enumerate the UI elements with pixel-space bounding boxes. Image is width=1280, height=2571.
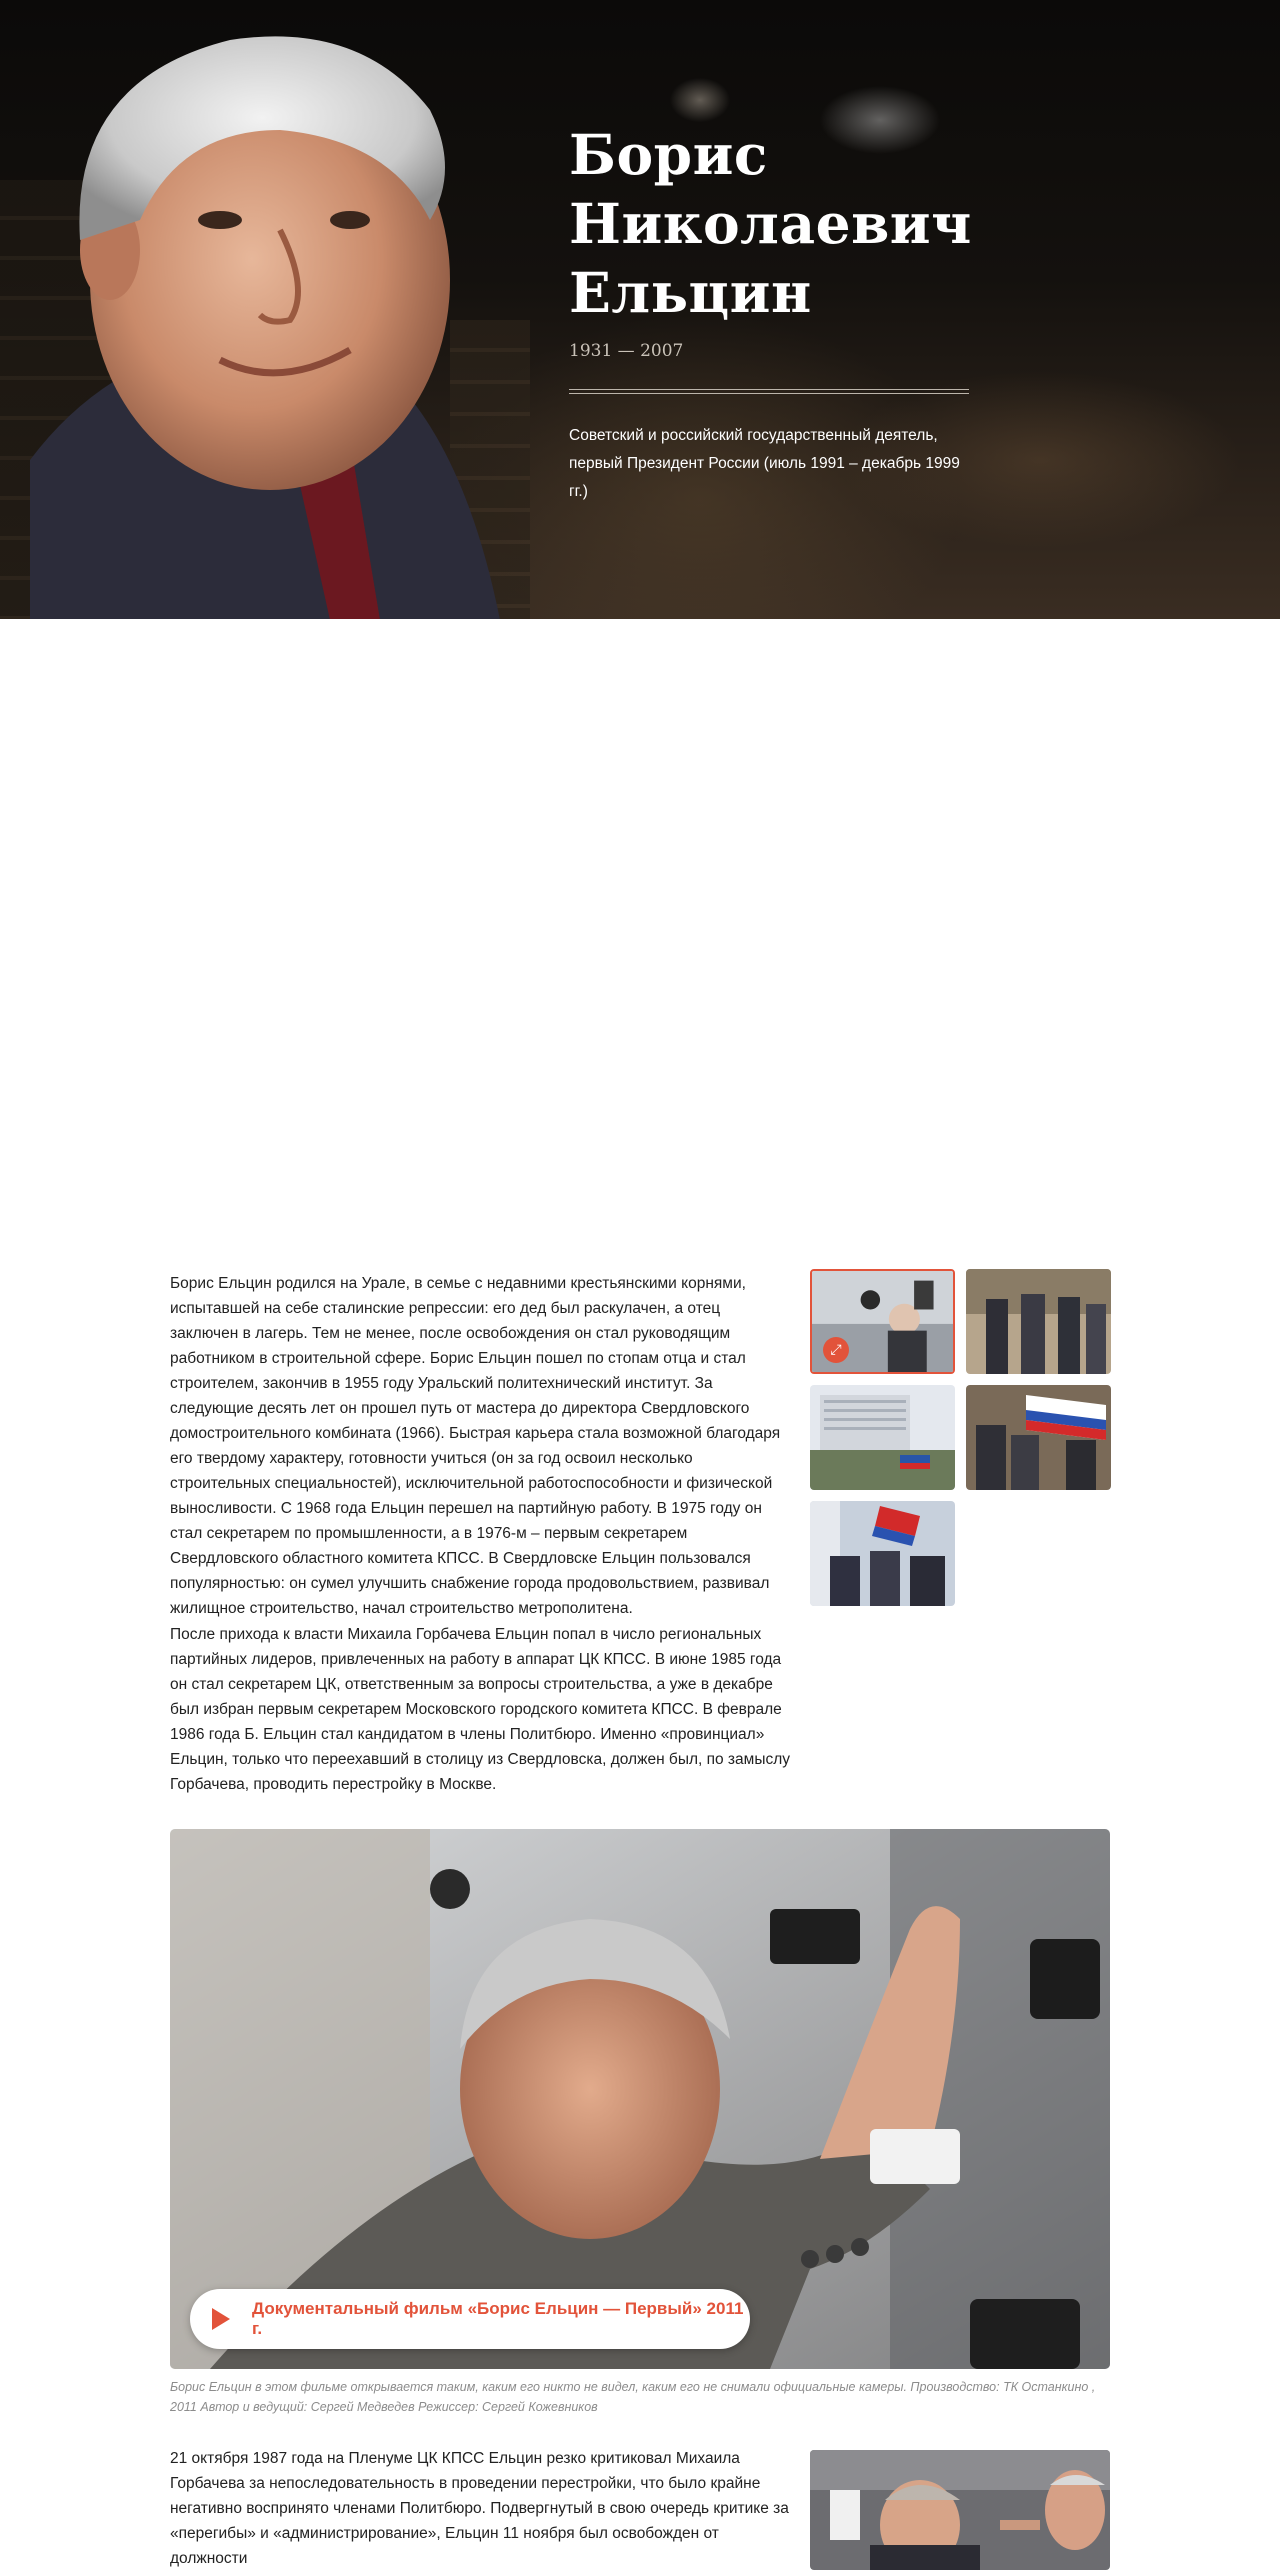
video-poster-image	[170, 1829, 1110, 2369]
name-last: Ельцин	[569, 260, 812, 325]
side-photo-image	[810, 2450, 1110, 2570]
bio-paragraph-3: 21 октября 1987 года на Пленуме ЦК КПСС Ельцин резко критиковал Михаила Горбачева за непоследовательность в проведении перестройки, что было крайне негативно воспринято членами Политбюро. Подвергнутый в свою очередь критике за «перегибы» и «администрирование», Ельцин 11 ноября был освобожден от должности	[170, 2450, 789, 2567]
portrait-photo	[30, 20, 530, 619]
video-caption: Борис Ельцин в этом фильме открывается таким, каким его никто не видел, каким его не снимали официальные камеры. Производство: ТК Останкино , 2011 Автор и ведущий: Сергей Медведев Режиссер: Сергей Кожевников	[170, 2380, 1096, 2414]
bio-paragraph-1: Борис Ельцин родился на Урале, в семье с недавними крестьянскими корнями, испытавшей на себе сталинские репрессии: его дед был раскулачен, а отец заключен в лагерь. Тем не менее, после освобождения он стал руководящим работником в строительной сфере. Борис Ельцин пошел по стопам отца и стал строителем, закончив в 1955 году Уральский политехнический институт. За следующие десять лет он прошел путь от мастера до директора Свердловского домостроительного комбината (1966). Быстрая карьера стала возможной благодаря его твердому характеру, готовности учиться (он за год освоил несколько строительных специальностей), исключительной работоспособности и физической выносливости. С 1968 года Ельцин перешел на партийную работу. В 1975 году он стал секретарем по промышленности, а в 1976-м – первым секретарем Свердловского областного комитета КПСС. В Свердловске Ельцин пользовался популярностью: он сумел улучшить снабжение города продовольствием, развивал жилищное строительство, начал строительство метрополитена.	[170, 1275, 781, 1617]
side-photo[interactable]	[810, 2450, 1110, 2570]
hero-divider	[569, 389, 969, 394]
thumb-3-image	[810, 1385, 955, 1490]
hero-banner	[0, 0, 1280, 619]
gallery-thumb-5[interactable]	[810, 1501, 955, 1606]
life-years: 1931 — 2007	[569, 341, 684, 361]
play-icon	[212, 2308, 230, 2330]
hero-description-line1: Советский и российский государственный деятель,	[569, 427, 938, 444]
hero-description-line2: первый Президент России (июль 1991 – декабрь 1999 гг.)	[569, 455, 960, 500]
photo-gallery	[810, 1269, 1111, 1604]
hero-description	[569, 422, 969, 506]
hero-text-block	[569, 120, 972, 506]
expand-icon[interactable]: ⤢	[823, 1337, 849, 1363]
thumb-4-image	[966, 1385, 1111, 1490]
name-patronymic: Николаевич	[569, 191, 972, 256]
bio-paragraph-2: После прихода к власти Михаила Горбачева Ельцин попал в число региональных партийных лидеров, привлеченных на работу в аппарат ЦК КПСС. В июне 1985 года он стал секретарем ЦК, ответственным за вопросы строительства, а уже в декабре был избран первым секретарем Московского городского комитета КПСС. В феврале 1986 года Б. Ельцин стал кандидатом в члены Политбюро. Именно «провинциал» Ельцин, только что переехавший в столицу из Свердловска, должен был, по замыслу Горбачева, проводить перестройку в Москве.	[170, 1626, 790, 1793]
video-title: Документальный фильм «Борис Ельцин — Первый» 2011 г.	[252, 2299, 744, 2338]
name-first: Борис	[569, 122, 768, 187]
person-name	[569, 120, 972, 327]
gallery-thumb-4[interactable]	[966, 1385, 1111, 1490]
video-play-button[interactable]	[190, 2289, 750, 2349]
gallery-thumb-1[interactable]	[810, 1269, 955, 1374]
thumb-2-image	[966, 1269, 1111, 1374]
thumb-5-image	[810, 1501, 955, 1606]
gallery-thumb-2[interactable]	[966, 1269, 1111, 1374]
documentary-video[interactable]	[170, 1829, 1110, 2369]
gallery-thumb-3[interactable]	[810, 1385, 955, 1490]
